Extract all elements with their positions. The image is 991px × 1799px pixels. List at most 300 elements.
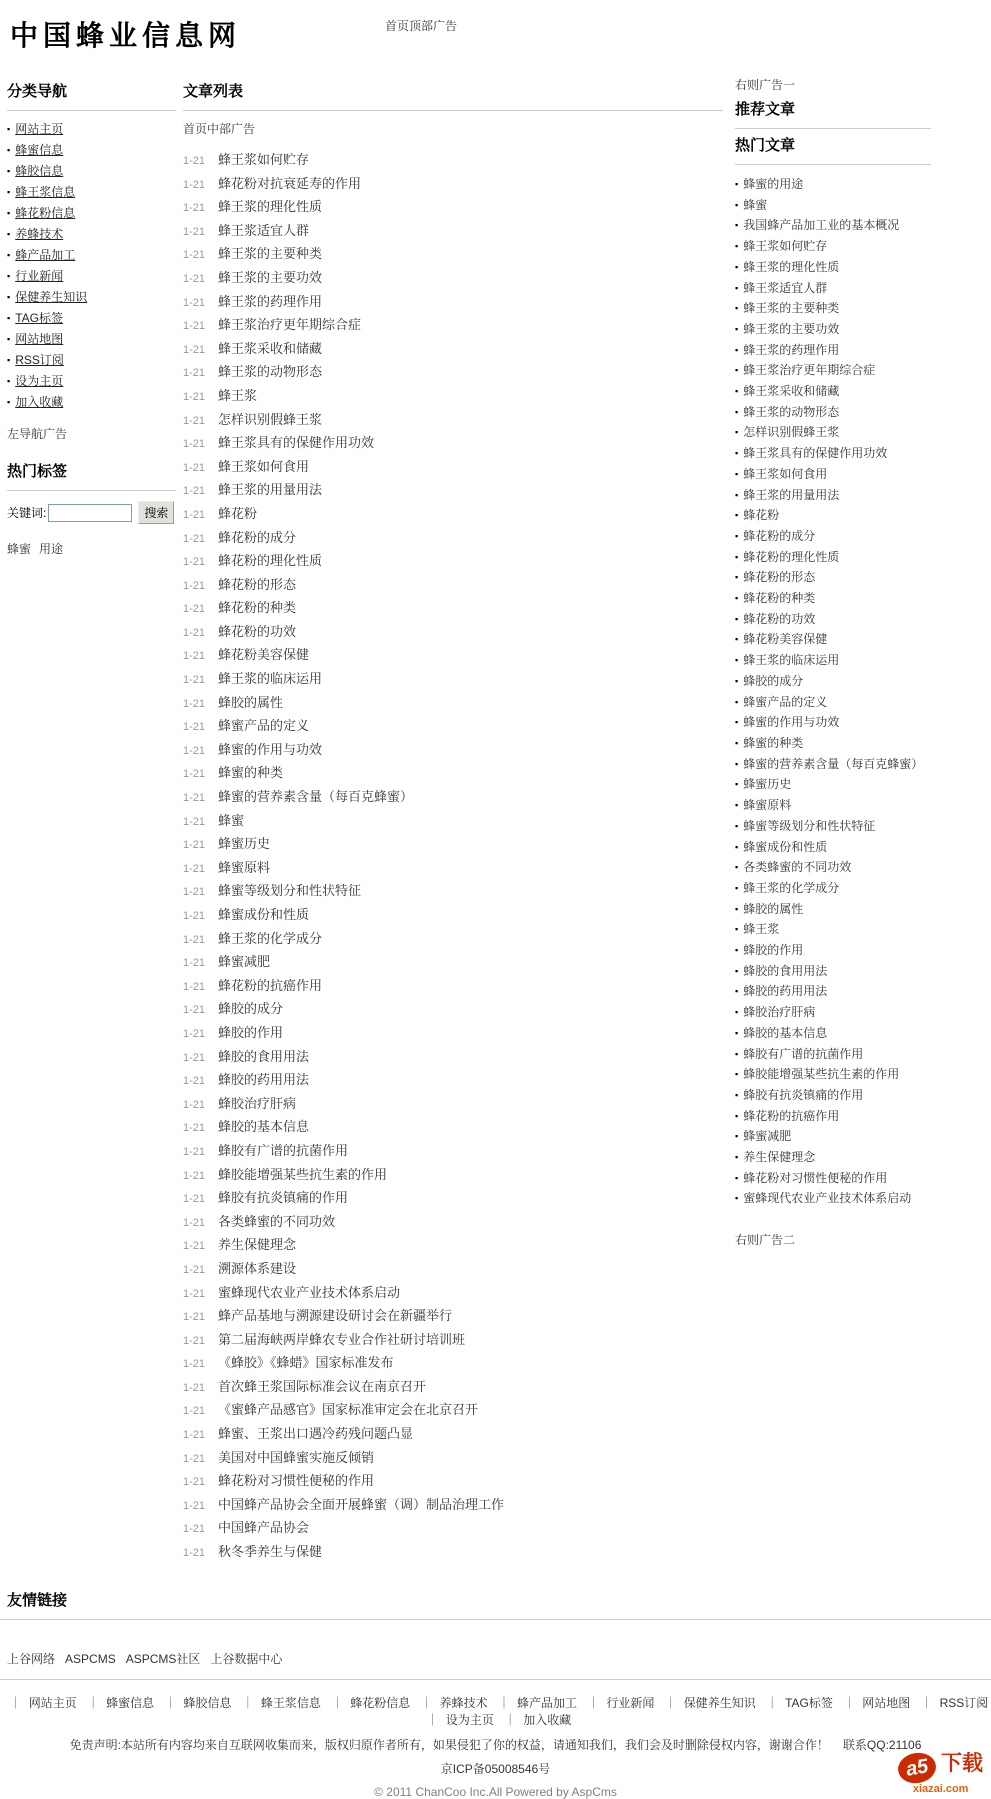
hot-article-link[interactable]: 蜂胶治疗肝病 — [743, 1005, 816, 1020]
article-link[interactable]: 蜂王浆治疗更年期综合症 — [218, 317, 362, 333]
keyword-input[interactable] — [48, 504, 132, 522]
hot-article-row — [735, 1106, 931, 1127]
article-row — [183, 1211, 723, 1235]
hot-article-link[interactable]: 蜂蜜等级划分和性状特征 — [743, 818, 876, 833]
article-column — [183, 62, 723, 1565]
sidebar-nav-item — [7, 392, 176, 413]
article-link[interactable]: 蜂王浆的理化性质 — [218, 199, 323, 215]
hot-article-link[interactable]: 蜂花粉 — [743, 508, 780, 523]
article-link[interactable]: 蜂蜜等级划分和性状特征 — [218, 883, 362, 899]
friend-links-title: 友情链接 — [0, 1589, 991, 1620]
article-link[interactable]: 蜜蜂现代农业产业技术体系启动 — [218, 1284, 401, 1300]
hot-article-link[interactable]: 蜂花粉的种类 — [743, 591, 816, 606]
footer-nav-item — [157, 1696, 231, 1710]
article-date: 1-21 — [183, 650, 206, 663]
footer-nav-item — [324, 1696, 410, 1710]
sidebar-nav-link[interactable]: 保健养生知识 — [15, 290, 88, 304]
footer-nav-item — [491, 1696, 577, 1710]
hot-article-link[interactable]: 蜂王浆的动物形态 — [743, 404, 840, 419]
article-link[interactable]: 蜂王浆的主要功效 — [218, 269, 323, 285]
article-link[interactable]: 蜂胶有广谱的抗菌作用 — [218, 1142, 349, 1158]
hot-article-link[interactable]: 蜂蜜产品的定义 — [743, 694, 828, 709]
footer-nav-item — [414, 1696, 488, 1710]
article-row — [183, 1329, 723, 1353]
hot-article-link[interactable]: 蜂胶的药用用法 — [743, 984, 828, 999]
article-link[interactable]: 蜂花粉的种类 — [218, 600, 297, 616]
hot-article-link[interactable]: 蜂花粉的功效 — [743, 611, 816, 626]
article-link[interactable]: 蜂王浆如何食用 — [218, 458, 310, 474]
article-link[interactable]: 蜂花粉 — [218, 505, 258, 521]
hot-article-link[interactable]: 蜂蜜成份和性质 — [743, 839, 828, 854]
search-button[interactable]: 搜索 — [138, 501, 174, 524]
article-link[interactable]: 蜂花粉对抗衰延寿的作用 — [218, 175, 362, 191]
article-date: 1-21 — [183, 579, 206, 592]
separator: ｜ — [766, 1695, 779, 1710]
article-date: 1-21 — [183, 414, 206, 427]
article-link[interactable]: 秋冬季养生与保健 — [218, 1544, 323, 1560]
hot-article-link[interactable]: 蜂胶的基本信息 — [743, 1025, 828, 1040]
article-row — [183, 1447, 723, 1471]
bullet-icon: ▪ — [735, 986, 739, 997]
article-row — [183, 173, 723, 197]
hot-article-link[interactable]: 蜂蜜的作用与功效 — [743, 715, 840, 730]
article-link[interactable]: 蜂花粉对习惯性便秘的作用 — [218, 1473, 375, 1489]
article-row — [183, 479, 723, 503]
left-ad-placeholder: 左导航广告 — [7, 427, 68, 441]
footer-nav-item — [497, 1713, 571, 1727]
hot-article-link[interactable]: 蜂花粉的形态 — [743, 570, 816, 585]
separator: ｜ — [420, 1695, 433, 1710]
hot-article-link[interactable]: 蜂花粉的理化性质 — [743, 549, 840, 564]
hot-article-link[interactable]: 蜂王浆的临床运用 — [743, 653, 840, 668]
sidebar-nav-item — [7, 119, 176, 140]
hot-article-link[interactable]: 蜂王浆的用量用法 — [743, 487, 840, 502]
article-date: 1-21 — [183, 1381, 206, 1394]
hot-article-link[interactable]: 蜂王浆如何贮存 — [743, 239, 828, 254]
article-date: 1-21 — [183, 1523, 206, 1536]
footer-nav-item — [658, 1696, 756, 1710]
article-link[interactable]: 养生保健理念 — [218, 1237, 297, 1253]
article-link[interactable]: 蜂胶的成分 — [218, 1001, 284, 1017]
footer-nav-link[interactable]: 加入收藏 — [523, 1712, 572, 1727]
article-link[interactable]: 怎样识别假蜂王浆 — [218, 411, 323, 427]
hot-article-row — [735, 1002, 931, 1023]
article-row — [183, 810, 723, 834]
left-sidebar — [0, 62, 176, 557]
footer-nav-link[interactable]: 蜂蜜信息 — [106, 1695, 155, 1710]
bullet-icon: ▪ — [7, 313, 11, 323]
article-link[interactable]: 美国对中国蜂蜜实施反倾销 — [218, 1449, 375, 1465]
article-date: 1-21 — [183, 1452, 206, 1465]
hot-article-row — [735, 671, 931, 692]
article-link[interactable]: 蜂王浆的动物形态 — [218, 364, 323, 380]
hot-article-link[interactable]: 蜂蜜 — [743, 197, 768, 212]
hot-article-link[interactable]: 蜂王浆采收和储藏 — [743, 384, 840, 399]
bullet-icon: ▪ — [735, 882, 739, 893]
article-link[interactable]: 蜂王浆如何贮存 — [218, 152, 310, 167]
footer-nav-link[interactable]: 蜂产品加工 — [516, 1695, 577, 1710]
hot-article-link[interactable]: 蜂王浆适宜人群 — [743, 280, 828, 295]
hot-article-link[interactable]: 蜂胶的属性 — [743, 901, 804, 916]
bullet-icon: ▪ — [735, 841, 739, 852]
article-row — [183, 1258, 723, 1282]
article-row — [183, 1541, 723, 1565]
footer-nav-link[interactable]: 蜂花粉信息 — [350, 1695, 411, 1710]
sidebar-nav-link[interactable]: 蜂花粉信息 — [15, 206, 76, 220]
hot-article-link[interactable]: 蜂王浆的药理作用 — [743, 342, 840, 357]
bullet-icon: ▪ — [735, 862, 739, 873]
footer-nav-item — [80, 1696, 154, 1710]
sidebar-nav-link[interactable]: 蜂蜜信息 — [15, 143, 64, 157]
hot-article-row — [735, 816, 931, 837]
bullet-icon: ▪ — [735, 593, 739, 604]
article-date: 1-21 — [183, 1098, 206, 1111]
article-row — [183, 668, 723, 692]
bullet-icon: ▪ — [7, 271, 11, 281]
sidebar-nav-item — [7, 308, 176, 329]
hot-article-link[interactable]: 蜂花粉的抗癌作用 — [743, 1108, 840, 1123]
article-link[interactable]: 蜂王浆采收和储藏 — [218, 340, 323, 356]
hot-article-row — [735, 629, 931, 650]
hot-article-row — [735, 1085, 931, 1106]
hot-article-row — [735, 567, 931, 588]
article-link[interactable]: 蜂花粉的抗癌作用 — [218, 977, 323, 993]
article-link[interactable]: 蜂胶的药用用法 — [218, 1072, 310, 1088]
article-row — [183, 1423, 723, 1447]
sidebar-nav-link[interactable]: 蜂产品加工 — [15, 248, 76, 262]
hot-article-row — [735, 899, 931, 920]
article-row — [183, 621, 723, 645]
article-link[interactable]: 《蜜蜂产品感官》国家标准审定会在北京召开 — [218, 1402, 479, 1418]
footer-nav-link[interactable]: 蜂王浆信息 — [260, 1695, 321, 1710]
article-row — [183, 786, 723, 810]
hot-article-link[interactable]: 蜂王浆的化学成分 — [743, 880, 840, 895]
bullet-icon: ▪ — [735, 779, 739, 790]
article-row — [183, 1022, 723, 1046]
footer-nav-link[interactable]: 行业新闻 — [606, 1695, 655, 1710]
hot-article-link[interactable]: 蜂王浆的主要功效 — [743, 321, 840, 336]
sidebar-nav-item — [7, 182, 176, 203]
article-date: 1-21 — [183, 721, 206, 734]
article-row — [183, 597, 723, 621]
friend-links-section — [0, 1589, 991, 1667]
hot-article-row — [735, 278, 931, 299]
article-date: 1-21 — [183, 390, 206, 403]
article-row — [183, 503, 723, 527]
main-columns — [0, 62, 991, 1565]
a5-logo-domain: xiazai.com — [912, 1782, 969, 1795]
article-list-title: 文章列表 — [183, 80, 723, 111]
icp-number: 京ICP备05008546号 — [440, 1761, 551, 1776]
article-link[interactable]: 蜂王浆的化学成分 — [218, 930, 323, 946]
article-date: 1-21 — [183, 603, 206, 616]
hot-article-link[interactable]: 蜂花粉的成分 — [743, 528, 816, 543]
article-date: 1-21 — [183, 1358, 206, 1371]
article-link[interactable]: 蜂胶治疗肝病 — [218, 1095, 297, 1111]
bullet-icon: ▪ — [735, 924, 739, 935]
hot-article-link[interactable]: 怎样识别假蜂王浆 — [743, 425, 840, 440]
article-row — [183, 951, 723, 975]
bullet-icon: ▪ — [7, 187, 11, 197]
bullet-icon: ▪ — [735, 1048, 739, 1059]
article-row — [183, 928, 723, 952]
footer-nav-link[interactable]: 养蜂技术 — [439, 1695, 488, 1710]
article-date: 1-21 — [183, 957, 206, 970]
footer-nav-link[interactable]: 蜂胶信息 — [183, 1695, 232, 1710]
article-link[interactable]: 蜂王浆的临床运用 — [218, 671, 323, 687]
article-date: 1-21 — [183, 1287, 206, 1300]
sidebar-nav-link[interactable]: TAG标签 — [15, 311, 63, 325]
article-row — [183, 1187, 723, 1211]
hot-article-link[interactable]: 蜜蜂现代农业产业技术体系启动 — [743, 1191, 912, 1206]
article-row — [183, 243, 723, 267]
bullet-icon: ▪ — [735, 1089, 739, 1100]
footer-nav-item — [420, 1713, 494, 1727]
hot-article-link[interactable]: 蜂蜜历史 — [743, 777, 792, 792]
hot-article-row — [735, 878, 931, 899]
copyright: © 2011 ChanCoo Inc.All Powered by AspCms — [374, 1784, 617, 1799]
bullet-icon: ▪ — [735, 820, 739, 831]
sidebar-nav-link[interactable]: 养蜂技术 — [15, 227, 64, 241]
hot-article-row — [735, 733, 931, 754]
bullet-icon: ▪ — [735, 199, 739, 210]
hot-tag-link[interactable]: 用途 — [39, 542, 64, 556]
hot-article-row — [735, 443, 931, 464]
hot-article-link[interactable]: 蜂胶的成分 — [743, 673, 804, 688]
article-link[interactable]: 蜂蜜成份和性质 — [218, 907, 310, 922]
article-link[interactable]: 蜂王浆的主要种类 — [218, 246, 323, 262]
hot-tag-link[interactable]: 蜂蜜 — [7, 542, 32, 556]
bullet-icon: ▪ — [735, 675, 739, 686]
article-row — [183, 1093, 723, 1117]
article-link[interactable]: 《蜂胶》《蜂蜡》国家标准发布 — [218, 1355, 394, 1371]
article-date: 1-21 — [183, 910, 206, 922]
article-row — [183, 1069, 723, 1093]
bullet-icon: ▪ — [735, 1193, 739, 1204]
hot-article-link[interactable]: 蜂蜜原料 — [743, 798, 792, 813]
header — [0, 0, 991, 62]
article-date: 1-21 — [183, 202, 206, 215]
recommended-articles-title: 推荐文章 — [735, 98, 931, 129]
article-row — [183, 1046, 723, 1070]
sidebar-nav-link[interactable]: 设为主页 — [15, 374, 64, 388]
sidebar-nav-link[interactable]: 网站主页 — [15, 122, 64, 136]
article-link[interactable]: 蜂胶的基本信息 — [218, 1119, 310, 1135]
article-date: 1-21 — [183, 249, 206, 262]
bullet-icon: ▪ — [735, 903, 739, 914]
article-date: 1-21 — [183, 1499, 206, 1512]
hot-article-link[interactable]: 蜂胶的作用 — [743, 943, 804, 958]
article-link[interactable]: 各类蜂蜜的不同功效 — [218, 1213, 336, 1229]
separator: ｜ — [664, 1695, 677, 1710]
article-row — [183, 975, 723, 999]
bullet-icon: ▪ — [735, 427, 739, 438]
article-link[interactable]: 蜂胶能增强某些抗生素的作用 — [218, 1166, 388, 1182]
separator: ｜ — [504, 1712, 517, 1727]
bullet-icon: ▪ — [735, 1069, 739, 1080]
article-link[interactable]: 蜂胶的属性 — [218, 694, 284, 710]
article-link[interactable]: 蜂蜜、王浆出口遇冷药残问题凸显 — [218, 1426, 414, 1442]
bullet-icon: ▪ — [735, 634, 739, 645]
article-row — [183, 1352, 723, 1376]
hot-article-link[interactable]: 蜂花粉对习惯性便秘的作用 — [743, 1170, 888, 1185]
sidebar-nav-link[interactable]: 行业新闻 — [15, 269, 64, 283]
category-nav-list — [7, 119, 176, 413]
hot-article-row — [735, 464, 931, 485]
article-date: 1-21 — [183, 1476, 206, 1489]
sidebar-nav-link[interactable]: 网站地图 — [15, 332, 64, 346]
article-link[interactable]: 第二届海峡两岸蜂农专业合作社研讨培训班 — [218, 1331, 466, 1347]
hot-article-row — [735, 526, 931, 547]
footer-nav-item — [580, 1696, 654, 1710]
bullet-icon: ▪ — [7, 145, 11, 155]
bullet-icon: ▪ — [7, 166, 11, 176]
right-sidebar — [735, 62, 931, 1248]
article-row — [183, 1399, 723, 1423]
hot-article-link[interactable]: 蜂蜜的用途 — [743, 177, 804, 191]
article-row — [183, 692, 723, 716]
article-link[interactable]: 溯源体系建设 — [218, 1260, 297, 1276]
hot-article-link[interactable]: 各类蜂蜜的不同功效 — [743, 860, 852, 875]
bullet-icon: ▪ — [735, 241, 739, 252]
article-link[interactable]: 蜂王浆的药理作用 — [218, 293, 323, 309]
hot-article-link[interactable]: 蜂王浆的主要种类 — [743, 301, 840, 316]
footer-nav-link[interactable]: 设为主页 — [445, 1712, 494, 1727]
article-row — [183, 196, 723, 220]
article-link[interactable]: 蜂蜜的种类 — [218, 765, 284, 781]
article-link[interactable]: 蜂王浆适宜人群 — [218, 222, 310, 238]
article-link[interactable]: 蜂花粉美容保健 — [218, 647, 310, 663]
bullet-icon: ▪ — [735, 365, 739, 376]
article-link[interactable]: 蜂蜜的作用与功效 — [218, 741, 323, 757]
sidebar-nav-link[interactable]: 蜂胶信息 — [15, 164, 64, 178]
hot-article-link[interactable]: 蜂蜜减肥 — [743, 1129, 792, 1144]
sidebar-nav-item — [7, 203, 176, 224]
bullet-icon: ▪ — [7, 334, 11, 344]
article-link[interactable]: 首次蜂王浆国际标准会议在南京召开 — [218, 1378, 427, 1394]
a5-logo-badge: a5 — [896, 1750, 939, 1786]
article-row — [183, 857, 723, 881]
article-link[interactable]: 蜂王浆 — [218, 387, 258, 403]
footer-nav-link[interactable]: 网站主页 — [28, 1695, 77, 1710]
hot-article-link[interactable]: 蜂胶的食用用法 — [743, 963, 828, 978]
hot-article-link[interactable]: 蜂王浆 — [743, 922, 780, 937]
article-row — [183, 762, 723, 786]
hot-article-link[interactable]: 蜂花粉美容保健 — [743, 632, 828, 647]
sidebar-nav-link[interactable]: 蜂王浆信息 — [15, 185, 76, 199]
bullet-icon: ▪ — [735, 965, 739, 976]
article-link[interactable]: 蜂胶的食用用法 — [218, 1048, 310, 1064]
footer-nav-link[interactable]: RSS订阅 — [939, 1695, 989, 1710]
separator: ｜ — [843, 1695, 856, 1710]
footer-nav-link[interactable]: TAG标签 — [785, 1695, 833, 1710]
article-link[interactable]: 蜂胶有抗炎镇痛的作用 — [218, 1190, 349, 1206]
article-row — [183, 1517, 723, 1541]
hot-articles-title: 热门文章 — [735, 134, 931, 165]
friend-link[interactable]: ASPCMS — [65, 1651, 116, 1666]
hot-article-link[interactable]: 蜂胶能增强某些抗生素的作用 — [743, 1067, 900, 1082]
hot-article-link[interactable]: 蜂王浆具有的保健作用功效 — [743, 446, 888, 461]
friend-link[interactable]: 上谷网络 — [7, 1651, 56, 1666]
hot-article-link[interactable]: 蜂王浆的理化性质 — [743, 259, 840, 274]
article-link[interactable]: 蜂花粉的功效 — [218, 623, 297, 639]
hot-article-row — [735, 257, 931, 278]
footer-nav-link[interactable]: 保健养生知识 — [683, 1695, 756, 1710]
sidebar-nav-link[interactable]: 加入收藏 — [15, 395, 64, 409]
hot-article-link[interactable]: 蜂王浆如何食用 — [743, 466, 828, 481]
hot-article-row — [735, 1044, 931, 1065]
disclaimer-text: 免责声明:本站所有内容均来自互联网收集而来，版权归原作者所有，如果侵犯了你的权益，请通知我们，我们会及时删除侵权内容，谢谢合作！ — [69, 1737, 829, 1752]
footer-nav-link[interactable]: 网站地图 — [862, 1695, 911, 1710]
hot-article-link[interactable]: 蜂胶有抗炎镇痛的作用 — [743, 1087, 864, 1102]
article-date: 1-21 — [183, 744, 206, 757]
hot-article-link[interactable]: 养生保健理念 — [743, 1150, 816, 1165]
article-link[interactable]: 蜂蜜减肥 — [218, 954, 271, 970]
hot-article-link[interactable]: 蜂蜜的营养素含量（每百克蜂蜜） — [743, 756, 924, 771]
article-link[interactable]: 蜂蜜产品的定义 — [218, 718, 310, 734]
bullet-icon: ▪ — [735, 800, 739, 811]
separator: ｜ — [920, 1695, 933, 1710]
article-link[interactable]: 蜂蜜原料 — [218, 859, 271, 875]
article-link[interactable]: 中国蜂产品协会 — [218, 1520, 310, 1536]
article-row — [183, 527, 723, 551]
article-row — [183, 1164, 723, 1188]
article-date: 1-21 — [183, 508, 206, 521]
article-link[interactable]: 蜂蜜 — [218, 812, 245, 828]
friend-links-list — [7, 1650, 991, 1667]
article-date: 1-21 — [183, 815, 206, 828]
article-link[interactable]: 蜂王浆具有的保健作用功效 — [218, 435, 375, 451]
bullet-icon: ▪ — [735, 613, 739, 624]
article-link[interactable]: 蜂花粉的理化性质 — [218, 553, 323, 569]
article-link[interactable]: 蜂花粉的成分 — [218, 529, 297, 545]
article-link[interactable]: 蜂花粉的形态 — [218, 576, 297, 592]
article-date: 1-21 — [183, 768, 206, 781]
keyword-label: 关键词: — [7, 506, 47, 520]
hot-article-row — [735, 795, 931, 816]
article-date: 1-21 — [183, 1051, 206, 1064]
article-date: 1-21 — [183, 1193, 206, 1206]
article-link[interactable]: 蜂产品基地与溯源建设研讨会在新疆举行 — [218, 1308, 453, 1324]
hot-article-link[interactable]: 我国蜂产品加工业的基本概况 — [743, 218, 900, 233]
hot-article-row — [735, 650, 931, 671]
article-link[interactable]: 蜂王浆的用量用法 — [218, 482, 323, 498]
article-date: 1-21 — [183, 1240, 206, 1253]
sidebar-nav-link[interactable]: RSS订阅 — [15, 353, 64, 367]
hot-article-row — [735, 774, 931, 795]
sidebar-nav-item — [7, 245, 176, 266]
article-date: 1-21 — [183, 296, 206, 309]
article-row — [183, 291, 723, 315]
article-link[interactable]: 蜂胶的作用 — [218, 1024, 284, 1040]
separator: ｜ — [87, 1695, 100, 1710]
article-link[interactable]: 蜂蜜历史 — [218, 836, 271, 852]
article-link[interactable]: 蜂蜜的营养素含量（每百克蜂蜜） — [218, 789, 414, 805]
bullet-icon: ▪ — [7, 292, 11, 302]
article-row — [183, 739, 723, 763]
friend-link[interactable]: 上谷数据中心 — [210, 1651, 283, 1666]
hot-article-link[interactable]: 蜂胶有广谱的抗菌作用 — [743, 1046, 864, 1061]
hot-article-link[interactable]: 蜂王浆治疗更年期综合症 — [743, 363, 876, 378]
friend-link[interactable]: ASPCMS社区 — [125, 1651, 201, 1666]
bullet-icon: ▪ — [735, 945, 739, 956]
article-date: 1-21 — [183, 862, 206, 875]
article-link[interactable]: 中国蜂产品协会全面开展蜂蜜（调）制品治理工作 — [218, 1496, 505, 1512]
hot-article-row — [735, 1023, 931, 1044]
article-date: 1-21 — [183, 1334, 206, 1347]
hot-article-link[interactable]: 蜂蜜的种类 — [743, 735, 804, 750]
hot-article-row — [735, 340, 931, 361]
